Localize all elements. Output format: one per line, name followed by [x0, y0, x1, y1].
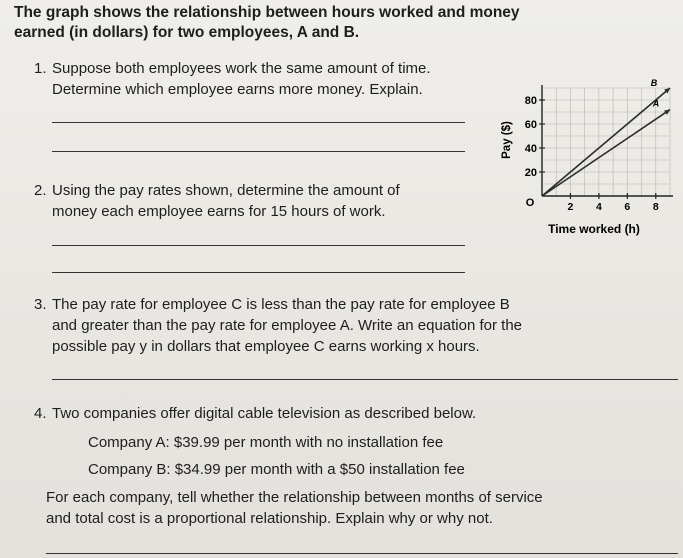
question-4-followup-line-2: and total cost is a proportional relationship. Explain why or why not. — [46, 510, 493, 527]
answer-line-q2-b[interactable] — [52, 272, 465, 273]
x-tick-label: 4 — [595, 201, 602, 213]
chart-series — [542, 78, 670, 196]
question-1-line-2: Determine which employee earns more money. Explain. — [52, 81, 423, 98]
answer-line-q1-a[interactable] — [52, 122, 465, 123]
series-label-a: A — [652, 98, 660, 109]
pay-vs-time-chart — [488, 76, 678, 244]
question-3-line-2: and greater than the pay rate for employee A. Write an equation for the — [52, 317, 523, 334]
answer-line-q2-a[interactable] — [52, 245, 465, 246]
question-1-line-1: Suppose both employees work the same amount of time. — [52, 60, 431, 77]
answer-line-q3[interactable] — [52, 379, 678, 380]
series-line-b — [542, 88, 670, 196]
question-2-line-2: money each employee earns for 15 hours of work. — [52, 203, 386, 220]
x-tick-label: 8 — [652, 201, 659, 213]
question-3-line-1: The pay rate for employee C is less than the pay rate for employee B — [52, 296, 510, 313]
answer-line-q1-b[interactable] — [52, 151, 465, 152]
question-4-number: 4. — [34, 405, 47, 422]
question-1-number: 1. — [34, 60, 47, 77]
answer-line-q4[interactable] — [46, 553, 678, 554]
question-3-line-3: possible pay y in dollars that employee C earns working x hours. — [52, 338, 480, 355]
company-a-description: Company A: $39.99 per month with no installation fee — [88, 434, 444, 451]
origin-label: O — [525, 197, 535, 209]
y-tick-label: 40 — [524, 143, 537, 155]
y-axis-label: Pay ($) — [501, 121, 513, 159]
question-3-number: 3. — [34, 296, 47, 313]
x-tick-label: 2 — [567, 201, 574, 213]
series-label-b: B — [650, 78, 658, 88]
intro-line-2: earned (in dollars) for two employees, A and B. — [14, 24, 360, 41]
y-tick-label: 20 — [524, 167, 537, 179]
y-tick-label: 80 — [524, 95, 537, 107]
question-2-line-1: Using the pay rates shown, determine the amount of — [52, 182, 400, 199]
series-line-a — [542, 110, 670, 196]
company-b-description: Company B: $34.99 per month with a $50 installation fee — [88, 461, 465, 478]
y-tick-label: 60 — [524, 119, 537, 131]
x-tick-label: 6 — [624, 201, 631, 213]
question-4-followup-line-1: For each company, tell whether the relationship between months of service — [46, 489, 543, 506]
question-2-number: 2. — [34, 182, 47, 199]
question-4-line-1: Two companies offer digital cable television as described below. — [52, 405, 477, 422]
x-axis-label: Time worked (h) — [548, 222, 640, 236]
intro-line-1: The graph shows the relationship between hours worked and money — [14, 4, 520, 21]
